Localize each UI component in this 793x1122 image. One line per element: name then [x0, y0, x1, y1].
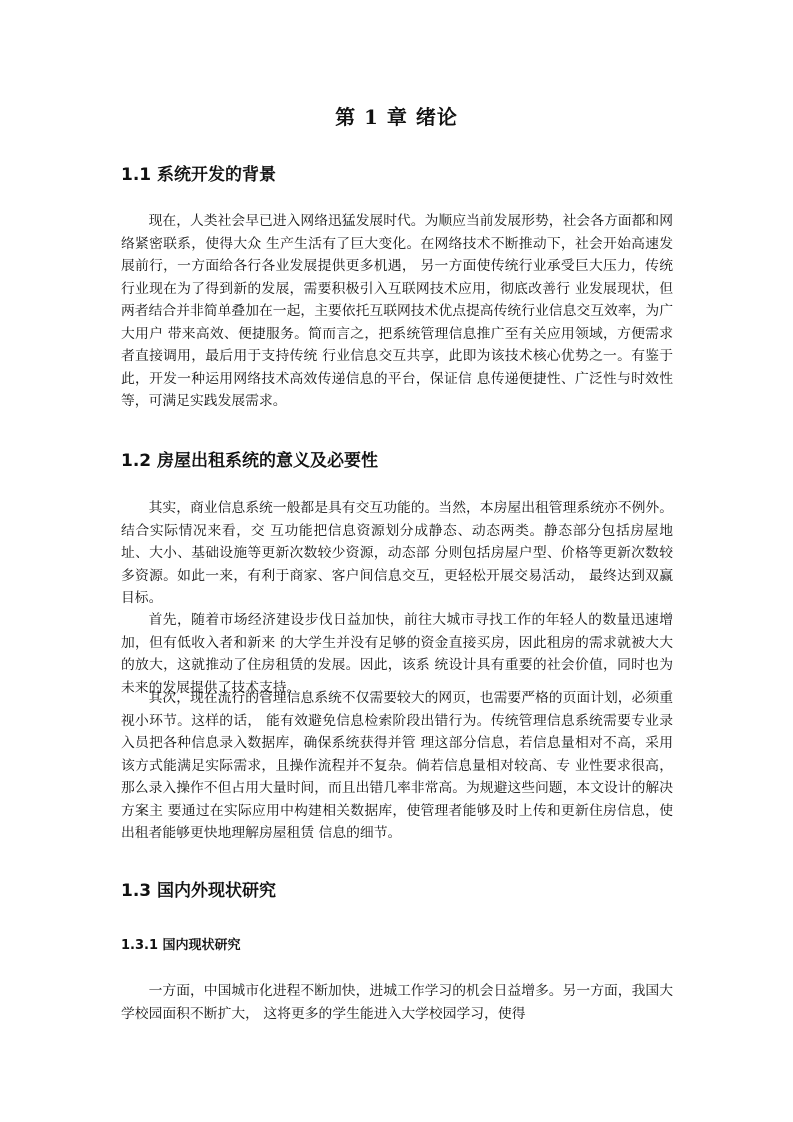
- chapter-title: 第 1 章 绪论: [335, 105, 458, 129]
- section-heading-1-3: 1.3 国内外现状研究: [121, 881, 277, 901]
- section-heading-1-1: 1.1 系统开发的背景: [121, 165, 277, 185]
- paragraph-1-3-1-1: 一方面，中国城市化进程不断加快，进城工作学习的机会日益增多。另一方面，我国大学校园面积不断扩大， 这将更多的学生能进入大学校园学习，使得: [121, 983, 673, 1022]
- paragraph-1-1-1: 现在，人类社会早已进入网络迅猛发展时代。为顺应当前发展形势，社会各方面都和网络紧密联系，使得大众 生产生活有了巨大变化。在网络技术不断推动下，社会开始高速发展前行，一方面给各行各业发展提供更多机遇， 另一方面使传统行业承受巨大压力，传统行业现在为了得到新的发展，需要积极引入互联网技术应用，彻底改善行 业发展现状，但两者结合并非简单叠加在一起，主要依托互联网技术优点提高传统行业信息交互效率，为广大用户 带来高效、便捷服务。简而言之，把系统管理信息推广至有关应用领域，方便需求者直接调用，最后用于支持传统 行业信息交互共享，此即为该技术核心优势之一。有鉴于此，开发一种运用网络技术高效传递信息的平台，保证信 息传递便捷性、广泛性与时效性等，可满足实践发展需求。: [121, 213, 673, 409]
- paragraph-1-2-3: 其次，现在流行的管理信息系统不仅需要较大的网页，也需要严格的页面计划，必须重视小环节。这样的话， 能有效避免信息检索阶段出错行为。传统管理信息系统需要专业录入员把各种信息录入数据库，确保系统获得并管 理这部分信息，若信息量相对不高，采用该方式能满足实际需求，且操作流程并不复杂。倘若信息量相对较高、专 业性要求很高，那么录入操作不但占用大量时间，而且出错几率非常高。为规避这些问题，本文设计的解决方案主 要通过在实际应用中构建相关数据库，使管理者能够及时上传和更新住房信息，使出租者能够更快地理解房屋租赁 信息的细节。: [121, 690, 673, 841]
- subsection-heading-1-3-1: 1.3.1 国内现状研究: [121, 938, 241, 953]
- paragraph-1-2-1: 其实，商业信息系统一般都是具有交互功能的。当然，本房屋出租管理系统亦不例外。结合实际情况来看，交 互功能把信息资源划分成静态、动态两类。静态部分包括房屋地址、大小、基础设施等更新次数较少资源，动态部 分则包括房屋户型、价格等更新次数较多资源。如此一来，有利于商家、客户间信息交互，更轻松开展交易活动， 最终达到双赢目标。: [121, 500, 673, 606]
- paragraph-1-2-2: 首先，随着市场经济建设步伐日益加快，前往大城市寻找工作的年轻人的数量迅速增加，但有低收入者和新来 的大学生并没有足够的资金直接买房，因此租房的需求就被大大的放大，这就推动了住房租赁的发展。因此，该系 统设计具有重要的社会价值，同时也为未来的发展提供了技术支持。: [121, 612, 673, 696]
- section-heading-1-2: 1.2 房屋出租系统的意义及必要性: [121, 451, 379, 471]
